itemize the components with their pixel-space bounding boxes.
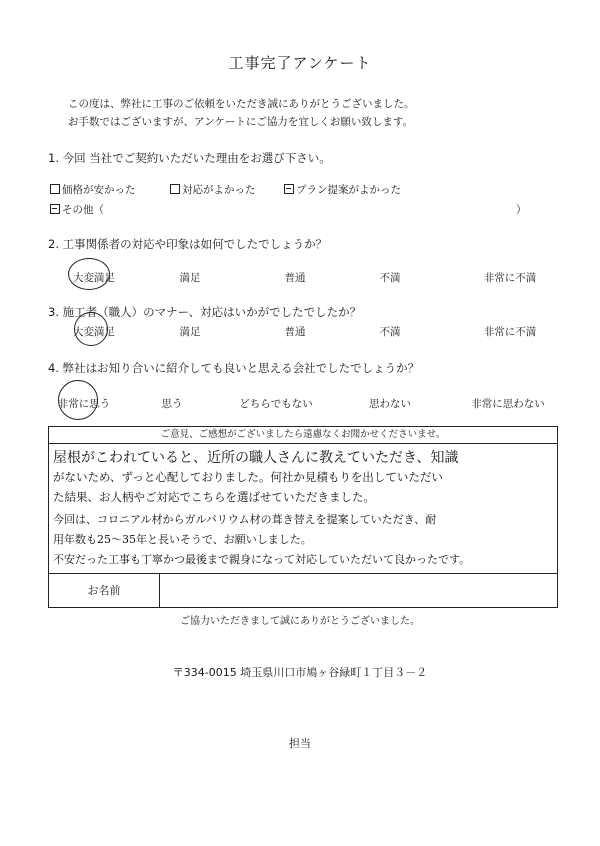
q4-option-neutral[interactable]: どちらでもない <box>239 398 313 410</box>
q3-option-neutral[interactable]: 普通 <box>284 326 306 338</box>
q2-option-neutral[interactable]: 普通 <box>284 272 306 284</box>
name-label: お名前 <box>49 574 160 608</box>
name-row <box>49 573 557 608</box>
checkbox-icon[interactable] <box>50 204 60 214</box>
comment-line: 不安だった工事も丁寧かつ最後まで親身になって対応していただいて良かったです。 <box>53 553 471 566</box>
q3-option-very-dissatisfied[interactable]: 非常に不満 <box>483 326 537 338</box>
comment-line: がないため、ずっと心配しておりました。何社か見積もりを出していただい <box>53 470 443 484</box>
intro-line-2: お手数ではございますが、アンケートにご協力を宜しくお願い致します。 <box>68 116 414 128</box>
question-2: 2. 工事関係者の対応や印象は如何でしたでしょうか？ <box>48 237 328 251</box>
q1-option-label: 価格が安かった <box>62 184 136 196</box>
q2-option-very-dissatisfied[interactable]: 非常に不満 <box>483 272 537 284</box>
comment-line: 用年数も25～35年と長いそうで、お願いしました。 <box>53 533 312 546</box>
checkbox-icon[interactable] <box>50 184 60 194</box>
address: 〒334-0015 埼玉県川口市鳩ヶ谷緑町１丁目３－２ <box>172 666 428 679</box>
q3-option-dissatisfied[interactable]: 不満 <box>379 326 401 338</box>
thanks-text: ご協力いただきまして誠にありがとうございました。 <box>180 616 420 627</box>
q1-option-price[interactable] <box>50 182 136 197</box>
comment-line: 今回は、コロニアル材からガルバリウム材の葺き替えを提案していただき、耐 <box>53 513 437 526</box>
circle-mark <box>68 258 110 290</box>
tanto-label: 担当 <box>289 737 311 750</box>
name-field[interactable] <box>160 574 556 608</box>
comments-header: ご意見、ご感想がございましたら遠慮なくお聞かせくださいませ。 <box>49 427 557 444</box>
q1-option-label: 対応がよかった <box>182 184 256 196</box>
q1-option-response[interactable] <box>170 182 256 197</box>
q1-option-label: プラン提案がよかった <box>296 184 401 196</box>
q2-option-satisfied[interactable]: 満足 <box>179 272 201 284</box>
comment-line: 屋根がこわれていると、近所の職人さんに教えていただき、知識 <box>53 450 459 466</box>
question-1: 1. 今回 当社でご契約いただいた理由をお選び下さい。 <box>48 151 331 165</box>
q4-option-disagree[interactable]: 思わない <box>369 398 411 410</box>
comment-line: た結果、お人柄やご対応でこちらを選ばせていただきました。 <box>53 490 375 504</box>
checkbox-icon[interactable] <box>170 184 180 194</box>
checkbox-icon[interactable] <box>284 184 294 194</box>
q2-option-very-satisfied[interactable]: 大変満足 <box>73 272 115 284</box>
circle-mark <box>58 380 98 420</box>
q4-option-strongly-disagree[interactable]: 非常に思わない <box>471 398 545 410</box>
q1-option-plan[interactable] <box>284 182 401 197</box>
question-4: 4. 弊社はお知り合いに紹介しても良いと思える会社でしたでしょうか？ <box>48 361 420 375</box>
q3-option-very-satisfied[interactable]: 大変満足 <box>73 326 115 338</box>
q1-other-close: ） <box>516 204 527 216</box>
q4-option-strongly-agree[interactable]: 非常に思う <box>57 398 111 410</box>
q1-option-other[interactable] <box>50 202 104 217</box>
q1-option-label: その他（ <box>62 204 104 216</box>
q2-option-dissatisfied[interactable]: 不満 <box>379 272 401 284</box>
q4-option-agree[interactable]: 思う <box>161 398 183 410</box>
intro-line-1: この度は、弊社に工事のご依頼をいただき誠にありがとうございました。 <box>68 98 415 110</box>
circle-mark <box>74 312 108 346</box>
page-title: 工事完了アンケート <box>228 54 372 72</box>
question-3: 3. 施工者（職人）のマナー、対応はいかがでしたでしたか？ <box>48 305 362 319</box>
q3-option-satisfied[interactable]: 満足 <box>179 326 201 338</box>
comments-table <box>48 426 558 608</box>
